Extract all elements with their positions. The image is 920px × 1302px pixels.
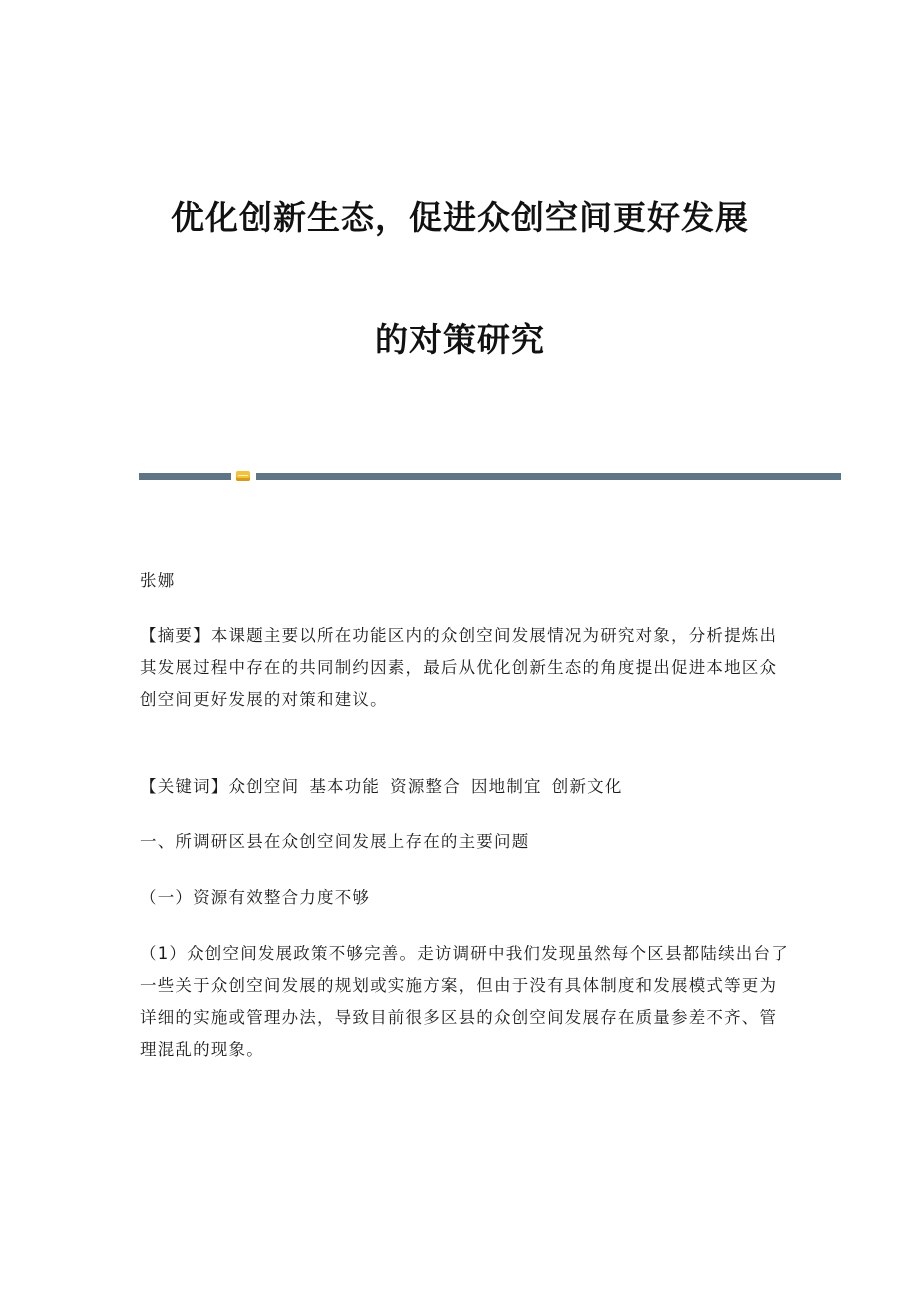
envelope-icon (236, 471, 250, 481)
keyword-item: 因地制宜 (470, 777, 542, 796)
abstract (140, 620, 790, 716)
title-divider (139, 471, 841, 481)
document-title-line-2: 的对策研究 (375, 320, 545, 359)
body-paragraph: （1）众创空间发展政策不够完善。走访调研中我们发现虽然每个区县都陆续出台了一些关于众创空间发展的规划或实施方案，但由于没有具体制度和发展模式等更为详细的实施或管理办法，导致目前很多区县的众创空间发展存在质量参差不齐、管理混乱的现象。 (140, 944, 789, 1059)
abstract-label: 【摘要】 (140, 626, 211, 645)
author-name: 张娜 (140, 571, 176, 590)
divider-bar-left (139, 473, 231, 480)
section-subheading: （一）资源有效整合力度不够 (140, 888, 371, 907)
keyword-item: 创新文化 (551, 777, 623, 796)
keywords-label: 【关键词】 (140, 777, 229, 796)
keyword-item: 众创空间 (228, 777, 300, 796)
keywords (140, 771, 790, 803)
document-title-line-1: 优化创新生态，促进众创空间更好发展 (171, 198, 749, 237)
keyword-item: 基本功能 (309, 777, 381, 796)
section-heading: 一、所调研区县在众创空间发展上存在的主要问题 (140, 832, 530, 851)
keyword-item: 资源整合 (390, 777, 461, 796)
divider-bar-right (256, 473, 841, 480)
abstract-text: 本课题主要以所在功能区内的众创空间发展情况为研究对象，分析提炼出其发展过程中存在的共同制约因素，最后从优化创新生态的角度提出促进本地区众创空间更好发展的对策和建议。 (140, 626, 778, 709)
